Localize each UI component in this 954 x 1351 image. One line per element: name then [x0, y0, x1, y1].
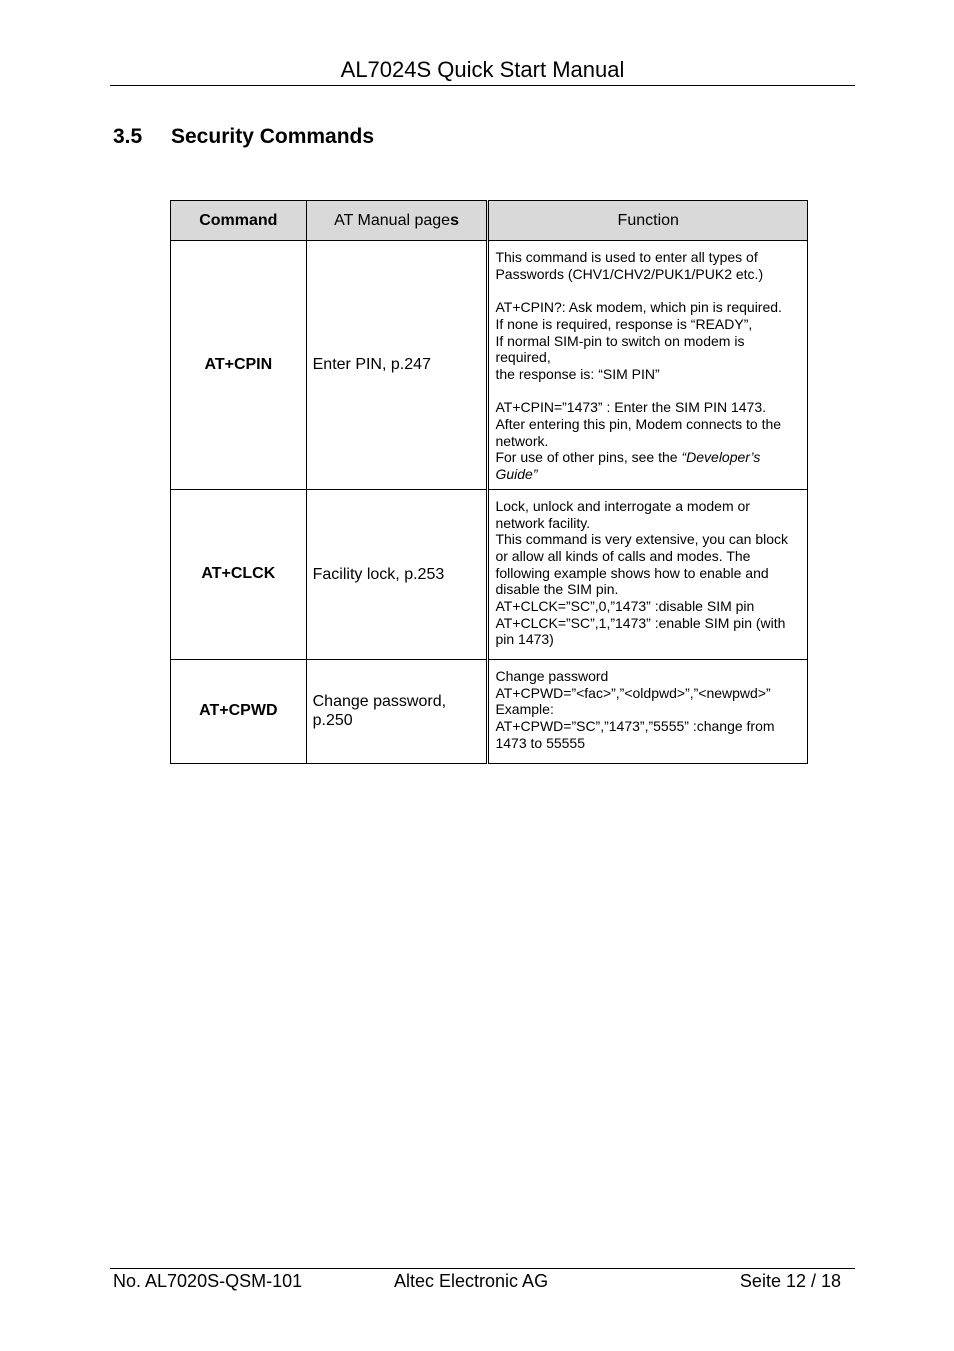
paragraph-gap: [495, 282, 801, 299]
table-row: [171, 489, 808, 659]
footer-page-number: Seite 12 / 18: [739, 1271, 841, 1291]
column-header-command: Command: [171, 201, 307, 241]
footer-company: Altec Electronic AG: [394, 1271, 549, 1291]
function-paragraph: Change password AT+CPWD=”<fac>”,”<oldpwd>”,”<newpwd>” Example: AT+CPWD=”SC”,”1473”,”5555” :change from 1473 to 55555: [495, 667, 775, 751]
footer-divider: [110, 1268, 855, 1269]
function-paragraph: [495, 449, 801, 482]
function-paragraph: Lock, unlock and interrogate a modem or network facility. This command is very extensive, you can block or allow all kinds of calls and modes. The following example shows how to enable and disable the SIM pin. AT+CLCK=”SC”,0,”1473” :disable SIM pin AT+CLCK=”SC”,1,”1473” :enable SIM pin (with pin 1473): [495, 497, 789, 648]
footer-doc-number: No. AL7020S-QSM-101: [113, 1271, 303, 1291]
column-header-pages-suffix: s: [450, 211, 459, 229]
function-paragraph: This command is used to enter all types of Passwords (CHV1/CHV2/PUK1/PUK2 etc.): [495, 249, 764, 282]
security-commands-table: [170, 200, 808, 764]
table-row: [171, 241, 808, 490]
function-text: For use of other pins, see the: [495, 449, 682, 466]
section-number: 3.5: [113, 125, 143, 148]
command-cell: AT+CPIN: [171, 241, 307, 490]
column-header-pages-text: AT Manual page: [334, 211, 451, 229]
table-row: [171, 659, 808, 763]
header-title: AL7024S Quick Start Manual: [340, 57, 625, 82]
function-paragraph: AT+CPIN=”1473” : Enter the SIM PIN 1473. After entering this pin, Modem connects to the network.: [495, 399, 782, 449]
function-cell: [488, 489, 808, 659]
manual-page-cell: Change password, p.250: [306, 659, 488, 763]
manual-page-cell: Enter PIN, p.247: [306, 241, 488, 490]
manual-page-cell: Facility lock, p.253: [306, 489, 488, 659]
developers-guide-reference: “Developer’s Guide”: [495, 449, 761, 483]
column-header-pages: [306, 201, 488, 241]
section-title: Security Commands: [171, 125, 375, 148]
command-cell: AT+CPWD: [171, 659, 307, 763]
column-header-function: Function: [488, 201, 808, 241]
function-paragraph: AT+CPIN?: Ask modem, which pin is required. If none is required, response is “READY”, If normal SIM-pin to switch on modem is required, the response is: “SIM PIN”: [495, 299, 782, 382]
function-cell: [488, 659, 808, 763]
paragraph-gap: [495, 383, 801, 400]
table-header-row: [171, 201, 808, 241]
header-divider: [110, 85, 855, 86]
command-cell: AT+CLCK: [171, 489, 307, 659]
section-heading: [113, 124, 374, 150]
function-cell: [488, 241, 808, 490]
